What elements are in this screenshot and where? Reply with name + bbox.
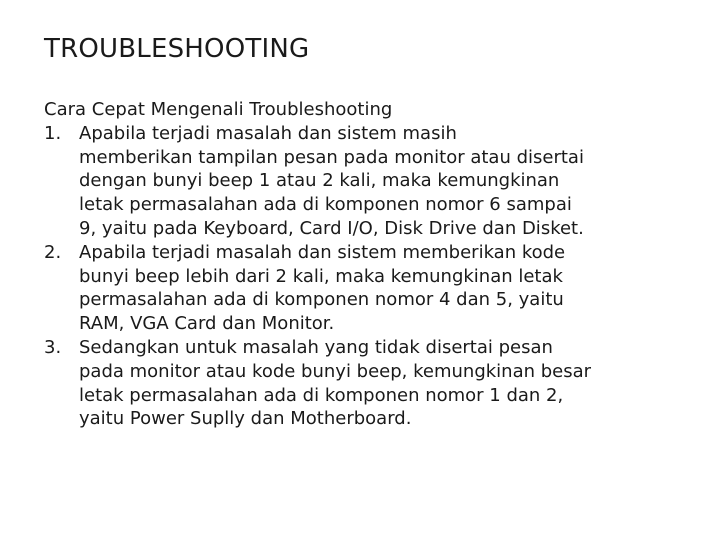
list-item-line: bunyi beep lebih dari 2 kali, maka kemungkinan letak <box>79 265 563 287</box>
list-item-line: memberikan tampilan pesan pada monitor atau disertai <box>79 146 584 168</box>
list-item-line: letak permasalahan ada di komponen nomor 1 dan 2, <box>79 384 564 406</box>
list-item-line: RAM, VGA Card dan Monitor. <box>79 313 335 335</box>
list-item-number: 2. <box>44 241 62 263</box>
slide-title: TROUBLESHOOTING <box>44 34 310 64</box>
slide-content <box>44 98 694 431</box>
list-item-line: permasalahan ada di komponen nomor 4 dan 5, yaitu <box>79 289 564 311</box>
list-item-3 <box>44 336 694 431</box>
list-item-line: yaitu Power Suplly dan Motherboard. <box>79 408 412 430</box>
list-item-1 <box>44 122 694 241</box>
list-item-line: Apabila terjadi masalah dan sistem masih <box>79 122 457 144</box>
list-item-2 <box>44 241 694 336</box>
list-item-line: Apabila terjadi masalah dan sistem memberikan kode <box>79 241 566 263</box>
list-item-number: 3. <box>44 336 62 358</box>
list-item-line: Sedangkan untuk masalah yang tidak disertai pesan <box>79 336 553 358</box>
list-item-line: pada monitor atau kode bunyi beep, kemungkinan besar <box>79 360 592 382</box>
list-item-line: letak permasalahan ada di komponen nomor 6 sampai <box>79 194 572 216</box>
troubleshooting-list <box>44 122 694 431</box>
list-item-number: 1. <box>44 122 62 144</box>
list-item-line: 9, yaitu pada Keyboard, Card I/O, Disk Drive dan Disket. <box>79 217 584 239</box>
list-item-line: dengan bunyi beep 1 atau 2 kali, maka kemungkinan <box>79 170 560 192</box>
intro-text: Cara Cepat Mengenali Troubleshooting <box>44 99 393 120</box>
